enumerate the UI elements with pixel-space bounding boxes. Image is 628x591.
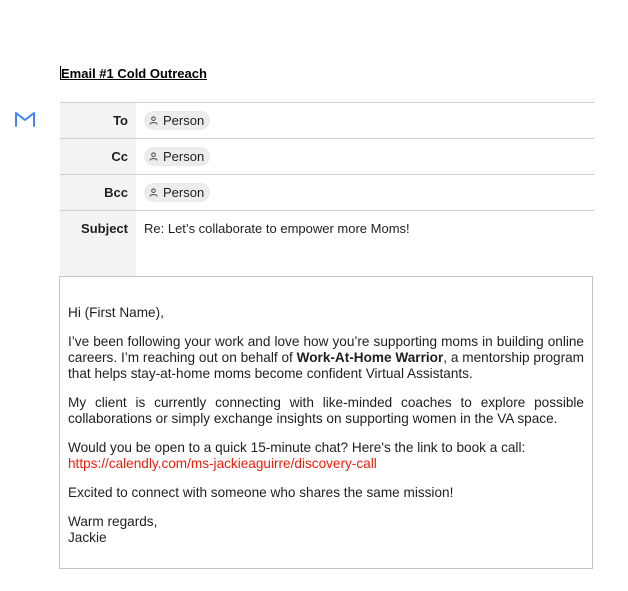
body-paragraph-1-end: , a mentorship program that helps stay-at-home moms become confident Virtual Assistants.	[68, 350, 584, 381]
bcc-label: Bcc	[60, 175, 136, 210]
subject-field[interactable]: Re: Let’s collaborate to empower more Moms!	[144, 221, 410, 236]
cc-person-chip-label: Person	[163, 149, 205, 164]
cc-row	[60, 139, 594, 175]
document-heading-text: Email #1 Cold Outreach	[61, 66, 207, 81]
subject-label: Subject	[60, 211, 136, 276]
cc-person-chip[interactable]	[144, 147, 210, 166]
body-paragraph-1	[68, 334, 584, 382]
to-row	[60, 103, 594, 139]
person-icon	[149, 152, 158, 161]
bcc-person-chip[interactable]	[144, 183, 210, 202]
subject-row	[60, 211, 594, 276]
email-body[interactable]	[59, 276, 593, 569]
person-icon	[149, 188, 158, 197]
email-header-table	[60, 102, 594, 276]
document-heading[interactable]	[60, 66, 207, 81]
gmail-icon[interactable]	[14, 110, 36, 128]
signoff-text: Warm regards,	[68, 514, 158, 529]
body-paragraph-1-start: I’ve been following your work and love how you’re supporting moms in building online careers. I’m reaching out on behalf of	[68, 334, 584, 365]
to-person-chip[interactable]	[144, 111, 210, 130]
greeting-text: Hi (First Name),	[68, 305, 164, 320]
body-paragraph-4: Excited to connect with someone who shares the same mission!	[68, 485, 454, 500]
program-name: Work-At-Home Warrior	[296, 350, 444, 365]
body-paragraph-2: My client is currently connecting with like-minded coaches to explore possible collaborations or simply exchange insights on supporting women in the VA space.	[68, 395, 584, 426]
body-paragraph-3	[68, 440, 584, 472]
calendly-link[interactable]: https://calendly.com/ms-jackieaguirre/discovery-call	[68, 456, 377, 471]
to-person-chip-label: Person	[163, 113, 205, 128]
bcc-row	[60, 175, 594, 211]
to-label: To	[60, 103, 136, 138]
person-icon	[149, 116, 158, 125]
bcc-person-chip-label: Person	[163, 185, 205, 200]
cc-label: Cc	[60, 139, 136, 174]
signature-block	[68, 514, 584, 546]
call-request-text: Would you be open to a quick 15-minute chat? Here's the link to book a call:	[68, 440, 526, 455]
signature-name: Jackie	[68, 530, 107, 545]
